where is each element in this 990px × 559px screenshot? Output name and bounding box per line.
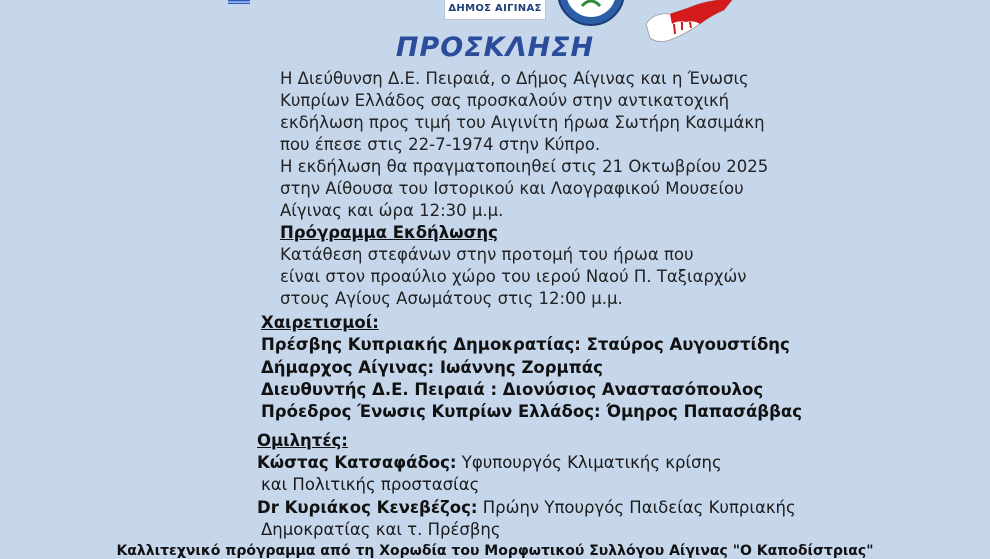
speaker-2 bbox=[257, 497, 796, 519]
intro-line: Η Διεύθυνση Δ.Ε. Πειραιά, ο Δήμος Αίγινας και η Ένωσις bbox=[280, 69, 749, 88]
speaker-1 bbox=[257, 452, 796, 474]
intro-line: Η εκδήλωση θα πραγματοποιηθεί στις 21 Οκτωβρίου 2025 bbox=[280, 157, 769, 176]
intro-line: Αίγινας και ώρα 12:30 μ.μ. bbox=[280, 201, 504, 220]
intro-paragraph bbox=[280, 68, 768, 222]
greeting-line: Πρόεδρος Ένωσις Κυπρίων Ελλάδος: Όμηρος Παπασάββας bbox=[261, 402, 803, 422]
program-line: Κατάθεση στεφάνων στην προτομή του ήρωα που bbox=[280, 245, 694, 264]
intro-line: Κυπρίων Ελλάδος σας προσκαλούν στην αντικατοχική bbox=[280, 91, 730, 110]
intro-line: εκδήλωση προς τιμή του Αιγινίτη ήρωα Σωτήρη Κασιμάκη bbox=[280, 113, 765, 132]
greeting-line: Διευθυντής Δ.Ε. Πειραιά : Διονύσιος Αναστασόπουλος bbox=[261, 379, 764, 399]
intro-line: στην Αίθουσα του Ιστορικού και Λαογραφικού Μουσείου bbox=[280, 179, 744, 198]
dimos-aiginas-logo bbox=[444, 0, 546, 20]
speakers-section bbox=[257, 430, 796, 541]
speaker-2-role-cont: Δημοκρατίας και τ. Πρέσβης bbox=[261, 519, 501, 539]
intro-line: που έπεσε στις 22-7-1974 στην Κύπρο. bbox=[280, 135, 601, 154]
program-section bbox=[280, 222, 747, 310]
program-line: είναι στον προαύλιο χώρο του ιερού Ναού Π. Ταξιαρχών bbox=[280, 267, 747, 286]
speaker-1-name: Κώστας Κατσαφάδος: bbox=[257, 453, 457, 473]
greetings-section bbox=[261, 312, 802, 423]
dimos-aiginas-label: ΔΗΜΟΣ ΑΙΓΙΝΑΣ bbox=[448, 3, 542, 14]
program-heading: Πρόγραμμα Εκδήλωσης bbox=[280, 223, 498, 242]
speaker-1-role-cont: και Πολιτικής προστασίας bbox=[261, 475, 480, 495]
footer-line: Καλλιτεχνικό πρόγραμμα από τη Χορωδία του Μορφωτικού Συλλόγου Αίγινας "Ο Καποδίστριας" bbox=[116, 543, 874, 559]
greek-flag-icon bbox=[228, 0, 250, 4]
greeting-line: Πρέσβης Κυπριακής Δημοκρατίας: Σταύρος Αυγουστίδης bbox=[261, 335, 790, 355]
speaker-1-role: Υφυπουργός Κλιματικής κρίσης bbox=[456, 453, 722, 473]
page-title: ΠΡΟΣΚΛΗΣΗ bbox=[395, 32, 595, 63]
cyprus-union-seal-icon bbox=[556, 0, 626, 26]
greeting-line: Δήμαρχος Αίγινας: Ιωάννης Ζορμπάς bbox=[261, 357, 603, 377]
speaker-2-role: Πρώην Υπουργός Παιδείας Κυπριακής bbox=[477, 497, 796, 517]
speakers-heading: Ομιλητές: bbox=[257, 431, 348, 450]
program-line: στους Αγίους Ασωμάτους στις 12:00 μ.μ. bbox=[280, 289, 623, 308]
speaker-2-name: Dr Κυριάκος Κενεβέζος: bbox=[257, 497, 478, 517]
greetings-heading: Χαιρετισμοί: bbox=[261, 313, 379, 332]
